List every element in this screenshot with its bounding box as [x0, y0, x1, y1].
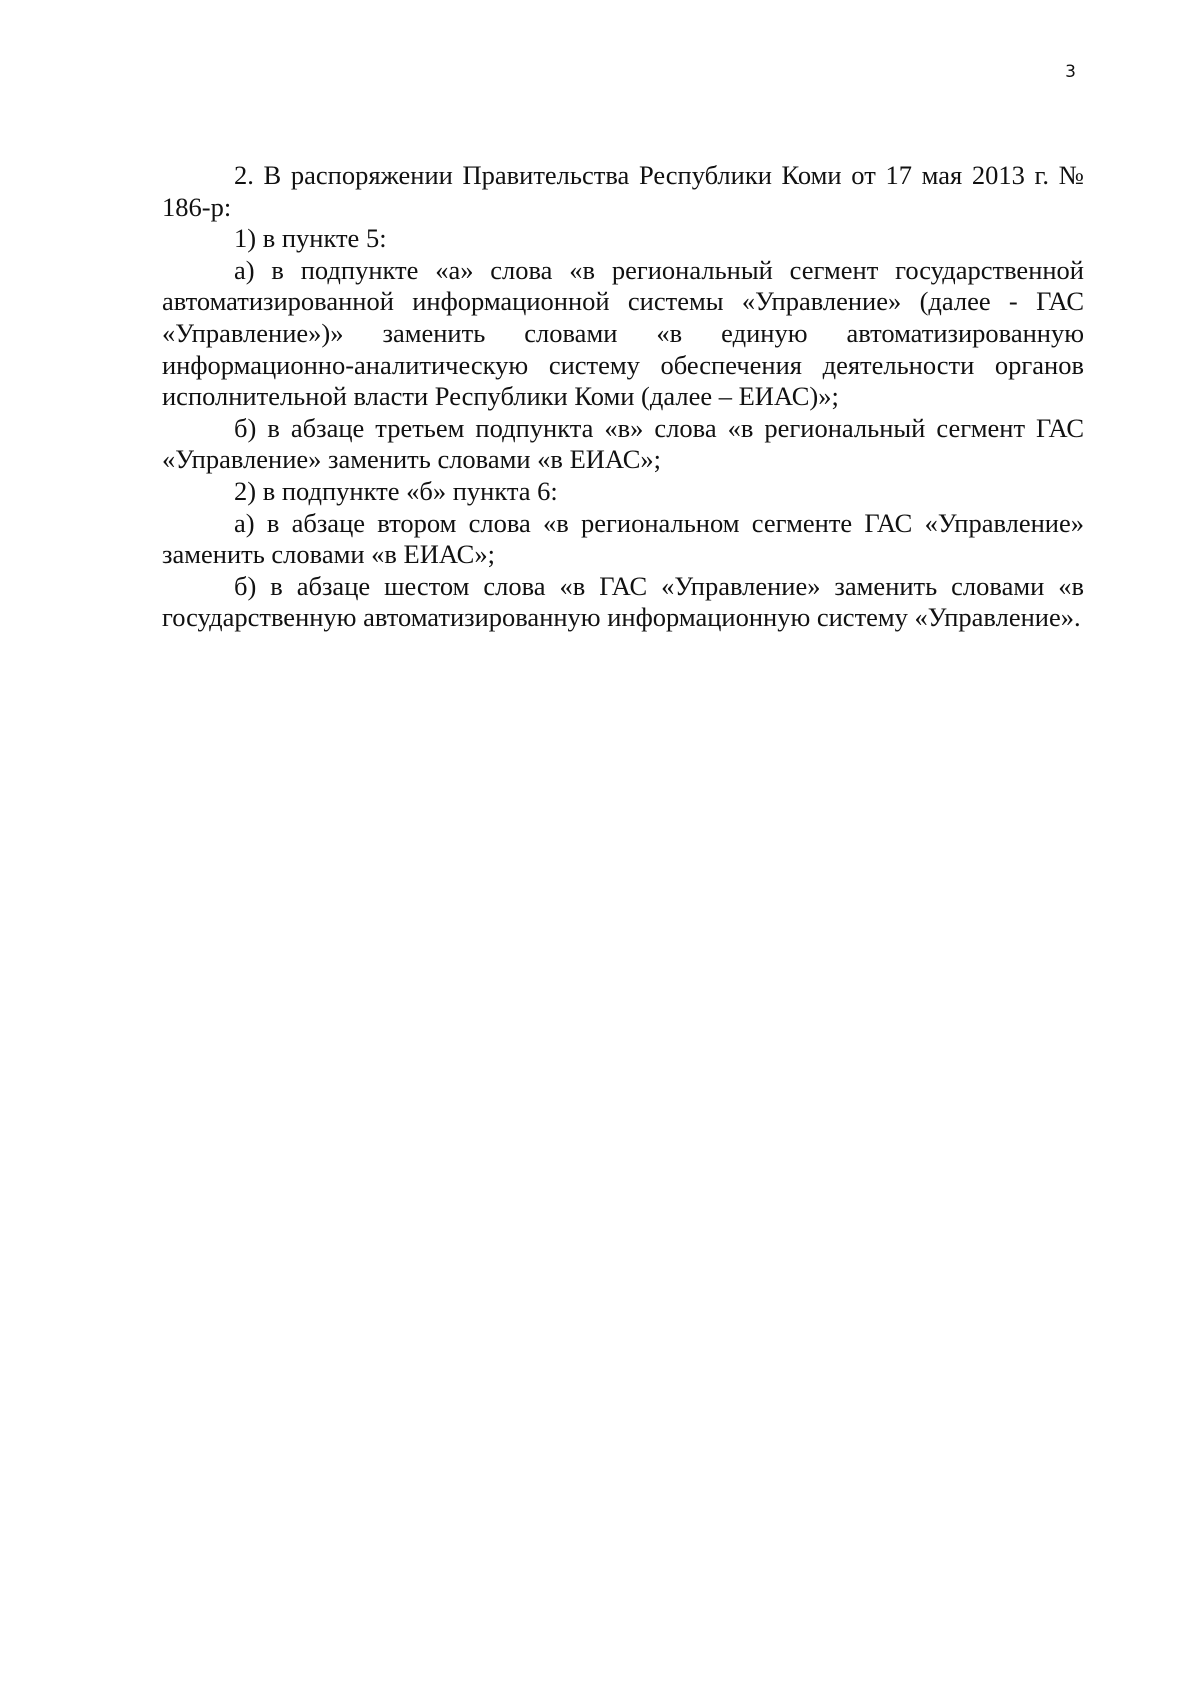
page-number: 3	[1065, 62, 1076, 82]
paragraph-subitem-1: 1) в пункте 5:	[234, 223, 387, 254]
paragraph-subitem-2a: а) в абзаце втором слова «в региональном сегменте ГАС «Управление» заменить словами «в ЕИАС»;	[162, 507, 1084, 570]
paragraph-subitem-2b: б) в абзаце шестом слова «в ГАС «Управление» заменить словами «в государственную автоматизированную информационную систему «Управление».	[162, 570, 1084, 633]
paragraph-subitem-2: 2) в подпункте «б» пункта 6:	[234, 475, 558, 506]
paragraph-item-2: 2. В распоряжении Правительства Республики Коми от 17 мая 2013 г. № 186-р:	[162, 160, 1084, 222]
paragraph-subitem-1a: а) в подпункте «а» слова «в региональный сегмент государственной автоматизированной информационной системы «Управление» (далее - ГАС «Управление»)» заменить словами «в единую автоматизированную информационно-аналитическую систему обеспечения деятельности органов исполнительной власти Республики Коми (далее – ЕИАС)»;	[162, 254, 1084, 412]
document-body	[162, 160, 1084, 634]
paragraph-subitem-1b: б) в абзаце третьем подпункта «в» слова «в региональный сегмент ГАС «Управление» заменить словами «в ЕИАС»;	[162, 412, 1084, 475]
